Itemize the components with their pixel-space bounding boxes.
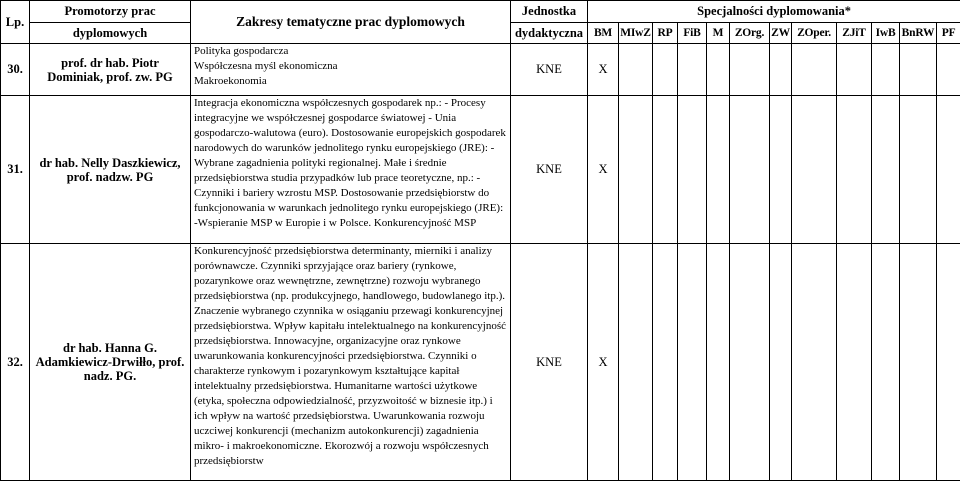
spec-mark-bm: X xyxy=(588,44,619,96)
promoter-name: dr hab. Nelly Daszkiewicz, prof. nadzw. PG xyxy=(30,96,191,244)
promoters-header-line1: Promotorzy prac xyxy=(30,1,191,23)
spec-mark-bm: X xyxy=(588,244,619,481)
spec-code-bm: BM xyxy=(588,23,619,44)
spec-code-m: M xyxy=(707,23,730,44)
unit-cell: KNE xyxy=(511,244,588,481)
promoters-header-line2: dyplomowych xyxy=(30,23,191,44)
spec-mark-bm: X xyxy=(588,96,619,244)
topic-line: Polityka gospodarcza xyxy=(194,45,289,57)
topic-text: Integracja ekonomiczna współczesnych gospodarek np.: - Procesy integracyjne we współczesnej gospodarce światowej - Unia gospodarczo-walutowa (euro). Dostosowanie europejskich gospodarek narodowych do warunków jednolitego rynku europejskiego (JRE): - Wybrane zagadnienia polityki regionalnej. Małe i średnie przedsiębiorstwa studia przypadków lub prace teoretyczne, np.: - Czynniki i bariery wzrostu MSP. Dostosowanie przedsiębiorstw do funkcjonowania w warunkach jednolitego rynku europejskiego (JRE): -Wspieranie MSP w Europie i w Polsce. Konkurencyjność MSP xyxy=(194,97,506,229)
spec-code-zorg: ZOrg. xyxy=(730,23,770,44)
spec-code-zjit: ZJiT xyxy=(837,23,872,44)
spec-code-zoper: ZOper. xyxy=(792,23,837,44)
spec-code-rp: RP xyxy=(653,23,678,44)
topics-cell xyxy=(191,44,511,96)
row-number: 32. xyxy=(1,244,30,481)
header-row-1 xyxy=(1,1,960,23)
topic-line: Współczesna myśl ekonomiczna xyxy=(194,60,338,72)
row-number: 30. xyxy=(1,44,30,96)
lp-header: Lp. xyxy=(1,1,30,44)
promoter-name: dr hab. Hanna G. Adamkiewicz-Drwiłło, prof. nadz. PG. xyxy=(30,244,191,481)
table-row xyxy=(1,96,960,244)
specializations-header: Specjalności dyplomowania* xyxy=(588,1,960,23)
spec-code-zw: ZW xyxy=(770,23,792,44)
topic-text: Konkurencyjność przedsiębiorstwa determinanty, mierniki i analizy porównawcze. Czynniki sprzyjające oraz bariery (rynkowe, pozarynkowe oraz wewnętrzne, zewnętrzne) rozwoju wybranego przedsiębiorstwa (np. produkcyjnego, handlowego, budowlanego itp.). Znaczenie wybranego czynnika w osiąganiu przewagi konkurencyjnej przedsiębiorstwa. Wpływ kapitału intelektualnego na konkurencyjność przedsiębiorstwa. Innowacyjne, organizacyjne oraz rynkowe uwarunkowania konkurencyjności przedsiębiorstwa. Czynniki o charakterze rynkowym i pozarynkowym kształtujące kapitał intelektualny przedsiębiorstwa. Humanitarne wartości użytkowe (etyka, społeczna odpowiedzialność, przyzwoitość w biznesie itp.) i ich wpływ na wartość przedsiębiorstwa. Uwarunkowania rozwoju uczciwej konkurencji (mechanizm autokonkurencji) zagadnienia mikro- i makroekonomiczne. Ekorozwój a rozwoju współczesnych przedsiębiorstw xyxy=(194,245,506,467)
unit-cell: KNE xyxy=(511,44,588,96)
spec-code-fib: FiB xyxy=(678,23,707,44)
topic-line: Makroekonomia xyxy=(194,75,267,87)
topics-header: Zakresy tematyczne prac dyplomowych xyxy=(191,1,511,44)
spec-code-bnrw: BnRW xyxy=(900,23,937,44)
unit-header-line1: Jednostka xyxy=(511,1,588,23)
topics-cell xyxy=(191,96,511,244)
table-row xyxy=(1,44,960,96)
unit-cell: KNE xyxy=(511,96,588,244)
promoter-name: prof. dr hab. Piotr Dominiak, prof. zw. PG xyxy=(30,44,191,96)
unit-header-line2: dydaktyczna xyxy=(511,23,588,44)
topics-cell xyxy=(191,244,511,481)
spec-code-miwz: MIwZ xyxy=(619,23,653,44)
table-row xyxy=(1,244,960,481)
spec-code-pf: PF xyxy=(937,23,960,44)
spec-code-iwb: IwB xyxy=(872,23,900,44)
row-number: 31. xyxy=(1,96,30,244)
